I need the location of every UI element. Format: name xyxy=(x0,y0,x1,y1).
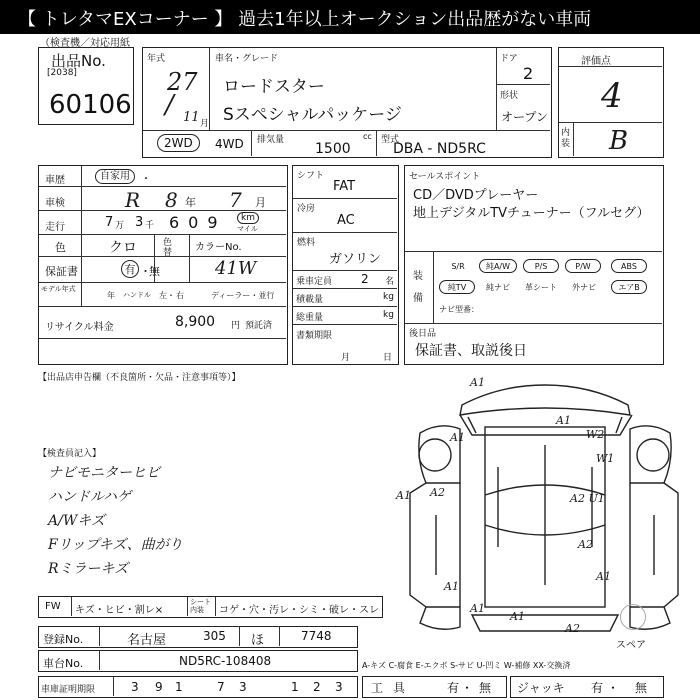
diagram-mark-8: A2 U1 xyxy=(570,492,605,505)
spare-label: スペア xyxy=(616,640,646,651)
recycle-label: リサイクル料金 xyxy=(45,322,114,333)
after-docs-label: 後日品 xyxy=(409,329,437,339)
model-year-unit: 年 xyxy=(107,291,115,300)
inspection-year: 8 xyxy=(165,188,178,212)
jack-label: ジャッキ xyxy=(517,681,565,695)
diagram-mark-9: A1 xyxy=(444,580,459,593)
car-damage-diagram xyxy=(380,375,680,640)
equipment-label: 装備 xyxy=(413,271,423,304)
vehicle-detail-box xyxy=(38,165,288,365)
registration-class: 305 xyxy=(203,629,226,643)
inspection-month-unit: 月 xyxy=(255,196,266,209)
mileage-digits: 609 xyxy=(169,213,227,232)
chassis-value: ND5RC-108408 xyxy=(179,654,272,668)
damage-legend: A-キズ C-腐食 E-エクボ S-サビ U-凹ミ W-補修 XX-交換済 xyxy=(362,661,571,670)
car-grade: Sスペシャルパッケージ xyxy=(223,105,402,125)
cert-digit-3: 1 xyxy=(175,680,183,694)
lot-box xyxy=(38,47,134,125)
year-label: 年式 xyxy=(147,54,166,64)
mileage-man: 7 xyxy=(105,215,114,230)
load-label: 積載量 xyxy=(296,295,324,305)
mileage-label: 走行 xyxy=(45,222,65,233)
equip-sr: S/R xyxy=(451,262,465,271)
gross-unit: kg xyxy=(383,310,394,320)
inspector-note-2: ハンドルハゲ xyxy=(48,489,132,505)
gross-label: 総重量 xyxy=(296,313,324,323)
docs-expiry-month: 月 xyxy=(341,353,351,363)
cert-digit-8: 3 xyxy=(335,680,343,694)
color-change-label: 色替 xyxy=(163,238,173,258)
car-name: ロードスター xyxy=(223,77,325,97)
chassis-label: 車台No. xyxy=(43,657,84,670)
banner-text: 【 トレタマEXコーナー 】 過去1年以上オークション出品歴がない車両 xyxy=(18,9,592,30)
diagram-mark-14: A1 xyxy=(596,570,611,583)
color-value: クロ xyxy=(109,240,137,256)
capacity-value: 2 xyxy=(361,272,369,286)
lot-number: 60106 xyxy=(49,90,132,120)
inspector-note-3: A/Wキズ xyxy=(48,513,105,529)
cert-digit-6: 1 xyxy=(291,680,299,694)
inspection-year-unit: 年 xyxy=(185,196,196,209)
score-value: 4 xyxy=(601,76,623,116)
after-docs-value: 保証書、取説後日 xyxy=(415,343,527,359)
spare-tire-icon xyxy=(620,604,646,630)
jack-yes: 有 xyxy=(591,681,604,695)
mileage-sen: 3 xyxy=(135,215,144,230)
seller-note-label: 【出品店申告欄（不良箇所・欠品・注意事項等）】 xyxy=(38,373,241,383)
mileage-sen-unit: 千 xyxy=(145,221,155,231)
doors-label: ドア xyxy=(500,54,518,64)
registration-label: 登録No. xyxy=(43,633,84,646)
handle-sep: ・ xyxy=(167,291,175,300)
inspection-era: R xyxy=(125,188,141,212)
colorno-value: 41W xyxy=(215,258,257,279)
color-label: 色 xyxy=(55,241,66,254)
model-year-label: モデル年式 xyxy=(41,285,76,293)
seat-label: シート内装 xyxy=(190,598,211,614)
diagram-mark-12: A2 xyxy=(565,622,580,635)
dealer-label: ディーラー・並行 xyxy=(211,291,275,300)
sales-point-line2: 地上デジタルTVチューナー（フルセグ） xyxy=(413,206,650,221)
displacement-value: 1500 xyxy=(315,141,351,157)
shape-label: 形状 xyxy=(500,91,519,101)
handle-right: 右 xyxy=(176,291,184,300)
navi-model-label: ナビ型番： xyxy=(439,305,479,314)
fw-row xyxy=(38,596,383,618)
cert-digit-4: 7 xyxy=(217,680,225,694)
displacement-unit: cc xyxy=(363,132,372,141)
recycle-note: 預託済 xyxy=(245,321,273,331)
jack-sep: ・ xyxy=(607,681,620,695)
inspector-note-1: ナビモニターヒビ xyxy=(48,465,160,481)
equip-power-window: P/W xyxy=(565,259,601,273)
equip-navi: 純ナビ xyxy=(486,283,510,292)
score-box xyxy=(558,47,664,158)
chassis-row xyxy=(38,650,358,672)
equip-power-steering: P/S xyxy=(523,259,559,273)
diagram-mark-11: A1 xyxy=(510,610,525,623)
fuel-value: ガソリン xyxy=(329,252,382,267)
diagram-mark-6: A1 xyxy=(396,489,411,502)
tools-yes: 有 xyxy=(447,681,460,695)
score-label: 評価点 xyxy=(581,56,611,67)
header-note: （検査機／対応用紙 xyxy=(40,38,130,49)
handle-label: ハンドル xyxy=(123,291,151,299)
year-month: 11 xyxy=(183,110,200,125)
capacity-label: 乗車定員 xyxy=(296,277,333,287)
tools-label: 工具 xyxy=(371,681,416,695)
doors-value: 2 xyxy=(523,64,534,83)
diagram-mark-5: W1 xyxy=(596,452,615,465)
inspection-month: 7 xyxy=(229,188,242,212)
banner xyxy=(0,0,700,34)
diagram-mark-2: A1 xyxy=(450,431,465,444)
displacement-label: 排気量 xyxy=(257,135,285,145)
year-slash: / xyxy=(165,90,174,120)
diagram-mark-1: A1 xyxy=(470,376,485,389)
ac-value: AC xyxy=(337,213,355,228)
drive-4wd: 4WD xyxy=(215,137,244,151)
shape-value: オープン xyxy=(501,110,548,124)
equip-ext-navi: 外ナビ xyxy=(572,283,596,292)
warranty-no: 無 xyxy=(149,265,160,278)
year-month-unit: 月 xyxy=(200,119,210,129)
registration-row xyxy=(38,626,358,648)
history-label: 車歴 xyxy=(45,175,65,186)
registration-area: 名古屋 xyxy=(127,633,167,648)
warranty-label: 保証書 xyxy=(45,265,78,278)
jack-row xyxy=(510,676,664,698)
tools-row xyxy=(362,676,507,698)
cert-digit-2: 9 xyxy=(155,680,163,694)
diagram-mark-10: A1 xyxy=(470,602,485,615)
recycle-unit: 円 xyxy=(231,321,241,331)
warranty-yes: 有 xyxy=(121,260,139,278)
lot-tag: [2038] xyxy=(47,68,77,78)
model-value: DBA - ND5RC xyxy=(393,141,486,157)
fw-items: キズ・ヒビ・割レ× xyxy=(75,605,164,616)
seat-items: コゲ・穴・汚レ・シミ・破レ・スレ xyxy=(219,605,379,616)
tools-sep: ・ xyxy=(461,681,474,695)
spec-box xyxy=(292,165,399,365)
diagram-mark-13: A2 xyxy=(578,538,593,551)
mileage-mile: マイル xyxy=(237,225,258,233)
cert-label: 車庫証明期限 xyxy=(41,685,96,695)
equip-alloy-wheel: 純A/W xyxy=(479,259,517,273)
drive-2wd: 2WD xyxy=(157,134,200,152)
registration-kana: ほ xyxy=(251,633,265,648)
fw-label: FW xyxy=(45,601,61,612)
car-label: 車名・グレード xyxy=(215,54,279,64)
recycle-value: 8,900 xyxy=(175,314,216,330)
registration-number: 7748 xyxy=(301,629,332,643)
fuel-label: 燃料 xyxy=(297,238,316,248)
history-value: 自家用 xyxy=(95,169,135,184)
history-dot: ・ xyxy=(141,174,151,185)
docs-expiry-day: 日 xyxy=(383,353,393,363)
year-value: 27 xyxy=(167,68,198,96)
diagram-mark-4: A1 xyxy=(556,414,571,427)
equip-leather-seat: 革シート xyxy=(525,283,557,292)
warranty-sep: ・ xyxy=(140,265,151,278)
shift-label: シフト xyxy=(297,171,325,181)
model-label: 型式 xyxy=(381,135,400,145)
top-info-box xyxy=(142,47,552,158)
interior-label: 内装 xyxy=(561,128,571,149)
load-unit: kg xyxy=(383,292,394,302)
ac-label: 冷房 xyxy=(297,204,316,214)
mileage-man-unit: 万 xyxy=(115,221,125,231)
tools-no: 無 xyxy=(479,681,492,695)
inspector-note-4: Fリップキズ、曲がり xyxy=(48,537,183,553)
garage-cert-row xyxy=(38,676,358,698)
interior-value: B xyxy=(609,126,629,156)
inspection-label: 車検 xyxy=(45,198,65,209)
cert-digit-1: 3 xyxy=(131,680,139,694)
lot-label: 出品No. xyxy=(51,52,106,70)
handle-left: 左 xyxy=(159,291,167,300)
equip-tv: 純TV xyxy=(439,280,475,294)
sales-point-label: セールスポイント xyxy=(409,172,481,182)
sales-point-box xyxy=(404,165,664,365)
shift-value: FAT xyxy=(333,179,356,194)
equip-airbag: エアB xyxy=(611,280,647,294)
jack-no: 無 xyxy=(635,681,648,695)
cert-digit-5: 3 xyxy=(239,680,247,694)
inspector-note-5: Rミラーキズ xyxy=(48,561,129,577)
colorno-label: カラーNo. xyxy=(195,242,242,253)
diagram-mark-3: W2 xyxy=(586,428,605,441)
cert-digit-7: 2 xyxy=(313,680,321,694)
inspector-label: 【検査員記入】 xyxy=(38,449,102,459)
docs-expiry-label: 書類期限 xyxy=(296,331,333,341)
mileage-km: km xyxy=(237,212,259,224)
equip-abs: ABS xyxy=(611,259,647,273)
sales-point-line1: CD／DVDプレーヤー xyxy=(413,188,539,203)
capacity-unit: 名 xyxy=(385,277,395,287)
diagram-mark-7: A2 xyxy=(430,486,445,499)
